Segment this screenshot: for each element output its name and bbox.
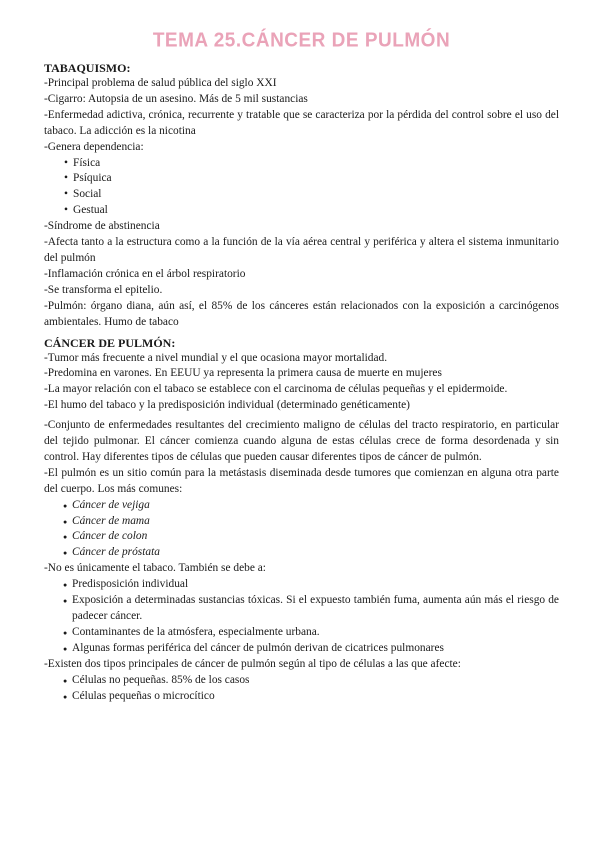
paragraph: -Enfermedad adictiva, crónica, recurrente y tratable que se caracteriza por la pérdida del control sobre el uso del tabaco. La adicción es la nicotina: [44, 108, 559, 137]
paragraph: -Síndrome de abstinencia: [44, 220, 160, 233]
paragraph: -Afecta tanto a la estructura como a la función de la vía aérea central y periférica y altera el sistema inmunitario del pulmón: [44, 236, 559, 264]
list-item: ● Contaminantes de la atmósfera, especialmente urbana.: [64, 625, 559, 641]
section-heading-cancer-pulmon: CÁNCER DE PULMÓN:: [44, 335, 176, 350]
list-item: ● Cáncer de vejiga: [64, 498, 559, 514]
comunes-list: [44, 498, 559, 562]
paragraph: -Se transforma el epitelio.: [44, 283, 163, 296]
list-item: ● Cáncer de próstata: [64, 545, 559, 561]
causas-list: [44, 577, 559, 657]
paragraph-definicion: -Conjunto de enfermedades resultantes del crecimiento maligno de células del tracto respiratorio, en particular del tejido pulmonar. El cáncer comienza cuando alguna de estas células crece de forma desordenada y sin control. Hay diferentes tipos de células que pueden causar diferentes tipos de cáncer de pulmón.: [44, 419, 559, 463]
list-item: ● Cáncer de mama: [64, 514, 559, 530]
dependencia-list: [44, 156, 559, 220]
document-page: [44, 30, 559, 704]
tipos-list: [44, 673, 559, 705]
paragraph: -Predomina en varones. En EEUU ya representa la primera causa de muerte en mujeres: [44, 367, 442, 380]
section-heading-tabaquismo: TABAQUISMO:: [44, 61, 131, 75]
list-item: ● Células no pequeñas. 85% de los casos: [64, 673, 559, 689]
paragraph: -La mayor relación con el tabaco se establece con el carcinoma de células pequeñas y el epidermoide.: [44, 383, 508, 396]
paragraph-metastasis: -El pulmón es un sitio común para la metástasis diseminada desde tumores que comienzan en alguna otra parte del cuerpo. Los más comunes:: [44, 466, 559, 495]
paragraph: -Genera dependencia:: [44, 140, 144, 153]
paragraph: -Principal problema de salud pública del siglo XXI: [44, 77, 277, 89]
paragraph-tipos: -Existen dos tipos principales de cáncer de pulmón según al tipo de células a las que afecte:: [44, 657, 461, 670]
paragraph: -Tumor más frecuente a nivel mundial y el que ocasiona mayor mortalidad.: [44, 351, 388, 364]
list-item: • Gestual: [64, 203, 559, 219]
paragraph: -Inflamación crónica en el árbol respiratorio: [44, 267, 246, 280]
list-item: ● Predisposición individual: [64, 577, 559, 593]
paragraph: -Pulmón: órgano diana, aún así, el 85% de los cánceres están relacionados con la exposición a carcinógenos ambientales. Humo de tabaco: [44, 299, 559, 328]
list-item: ● Cáncer de colon: [64, 529, 559, 545]
list-item: • Psíquica: [64, 171, 559, 187]
paragraph: -Cigarro: Autopsia de un asesino. Más de 5 mil sustancias: [44, 92, 308, 105]
paragraph: -El humo del tabaco y la predisposición individual (determinado genéticamente): [44, 399, 410, 412]
list-item: ● Exposición a determinadas sustancias tóxicas. Si el expuesto también fuma, aumenta aún más el riesgo de padecer cáncer.: [64, 593, 559, 625]
list-item: ● Algunas formas periférica del cáncer de pulmón derivan de cicatrices pulmonares: [64, 641, 559, 657]
page-title: TEMA 25.CÁNCER DE PULMÓN: [152, 29, 451, 52]
list-item: • Física: [64, 156, 559, 172]
paragraph-causas: -No es únicamente el tabaco. También se debe a:: [44, 562, 266, 575]
list-item: ● Células pequeñas o microcítico: [64, 689, 559, 705]
list-item: • Social: [64, 187, 559, 203]
